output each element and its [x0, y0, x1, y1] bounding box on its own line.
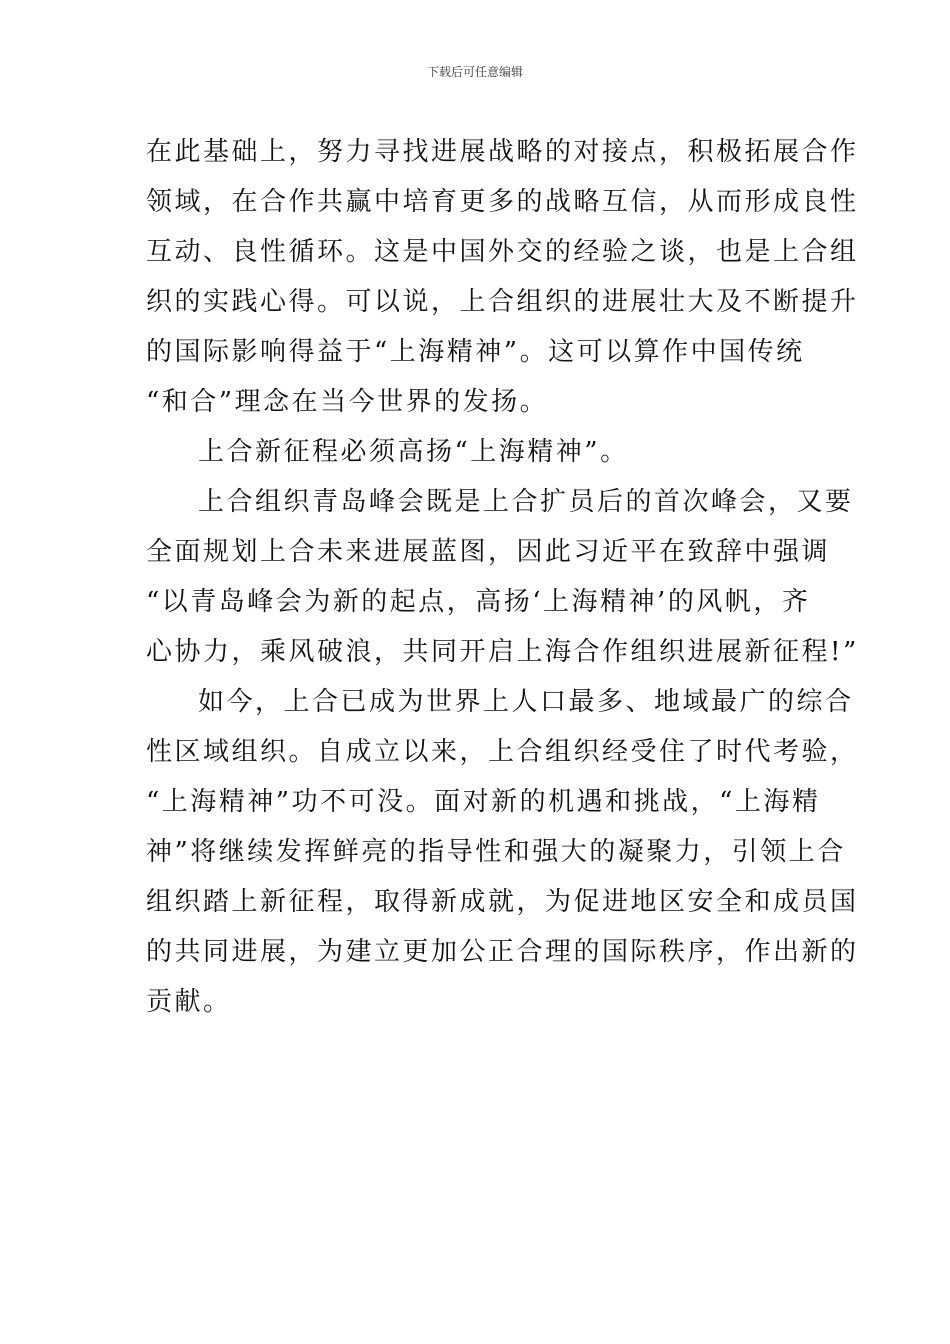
text-line: 如今，上合已成为世界上人口最多、地域最广的综合	[198, 687, 854, 717]
text-line: “以青岛峰会为新的起点，高扬‘上海精神’的风帆，齐	[146, 587, 811, 617]
text-line: 上合新征程必须高扬“上海精神”。	[198, 437, 629, 467]
text-line: 全面规划上合未来进展蓝图，因此习近平在致辞中强调	[146, 537, 831, 567]
text-line: 性区域组织。自成立以来，上合组织经受住了时代考验，	[146, 737, 859, 767]
text-line: 上合组织青岛峰会既是上合扩员后的首次峰会，又要	[198, 487, 854, 517]
document-body	[146, 127, 859, 1027]
text-line: 的共同进展，为建立更加公正合理的国际秩序，作出新的	[146, 937, 859, 967]
text-line: “和合”理念在当今世界的发扬。	[146, 387, 549, 417]
paragraph-1	[146, 127, 859, 427]
text-line: 心协力，乘风破浪，共同开启上海合作组织进展新征程!”	[146, 637, 859, 667]
text-line: 组织踏上新征程，取得新成就，为促进地区安全和成员国	[146, 887, 859, 917]
text-line: 贡献。	[146, 987, 232, 1017]
paragraph-3	[146, 477, 859, 677]
text-line: 领域，在合作共赢中培育更多的战略互信，从而形成良性	[146, 187, 859, 217]
text-line: 在此基础上，努力寻找进展战略的对接点，积极拓展合作	[146, 137, 859, 167]
text-line: 的国际影响得益于“上海精神”。这可以算作中国传统	[146, 337, 805, 367]
paragraph-2	[146, 427, 810, 477]
text-line: 神”将继续发挥鲜亮的指导性和强大的凝聚力，引领上合	[146, 837, 846, 867]
page-header-note: 下载后可任意编辑	[426, 65, 523, 79]
paragraph-4	[146, 677, 859, 1027]
text-line: 互动、良性循环。这是中国外交的经验之谈，也是上合组	[146, 237, 859, 267]
text-line: “上海精神”功不可没。面对新的机遇和挑战，“上海精	[146, 787, 821, 817]
text-line: 织的实践心得。可以说，上合组织的进展壮大及不断提升	[146, 287, 859, 317]
